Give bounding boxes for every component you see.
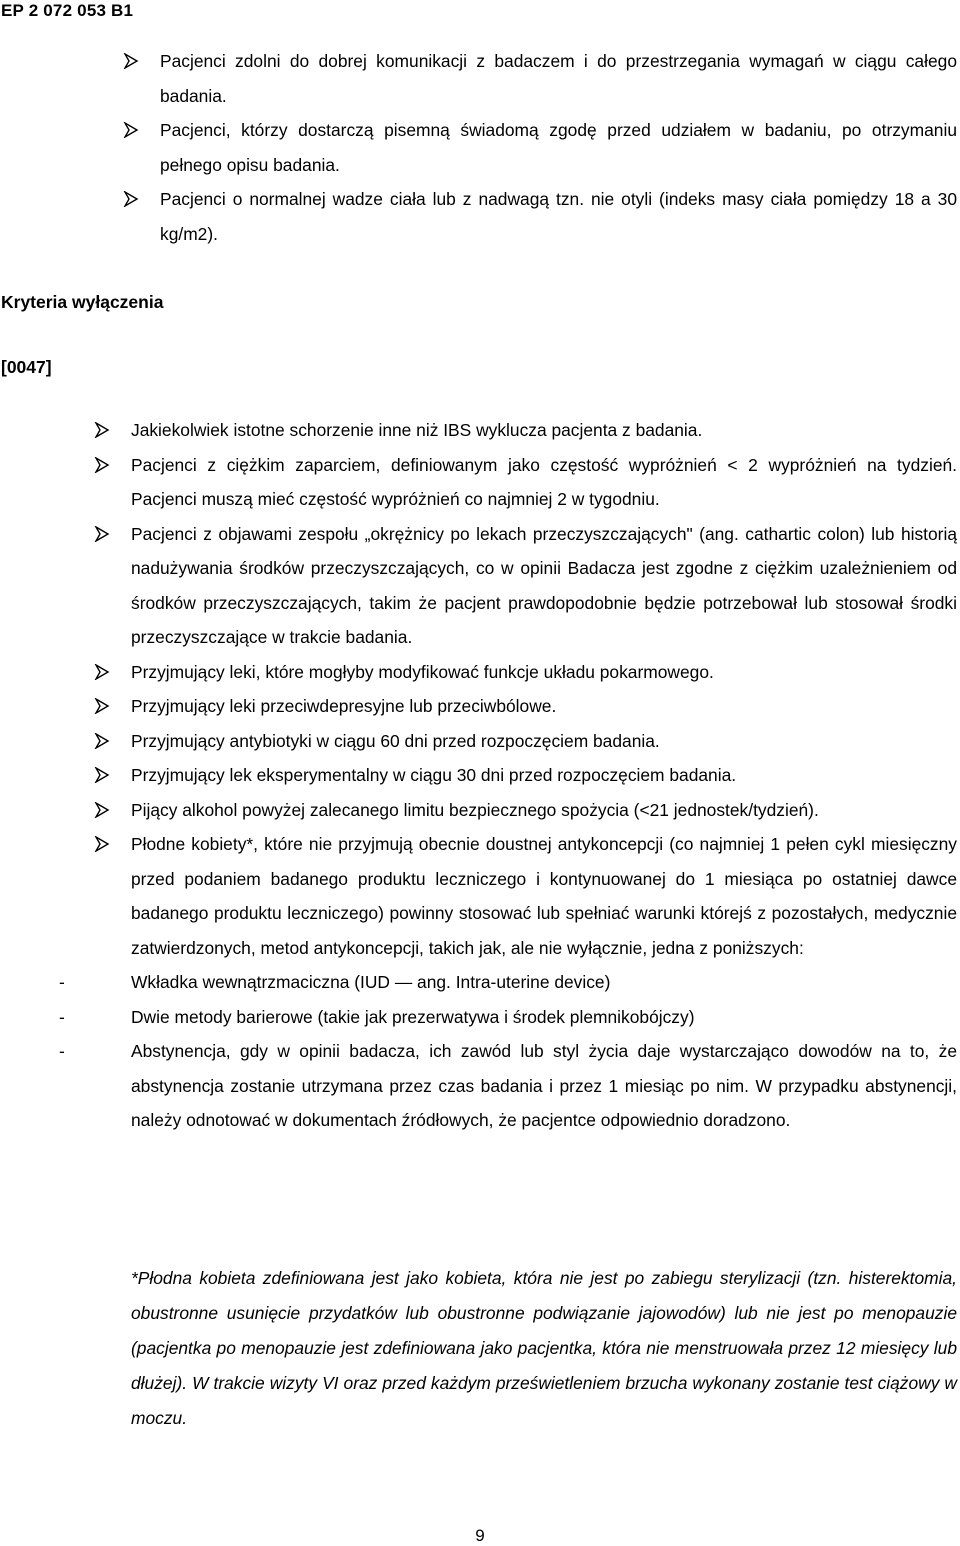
list-item-text: Przyjmujący leki przeciwdepresyjne lub przeciwbólowe. — [131, 696, 557, 716]
list-item — [131, 655, 957, 690]
list-item — [160, 113, 957, 182]
list-item-text: Płodne kobiety*, które nie przyjmują obecnie doustnej antykoncepcji (co najmniej 1 pełen cykl miesięczny przed podaniem badanego produktu leczniczego i kontynuowanej do 1 miesiąca po ostatniej dawce badanego produktu leczniczego) powinny stosować lub spełniać warunki którejś z pozostałych, medycznie zatwierdzonych, metod antykoncepcji, takich jak, ale nie wyłącznie, jedna z poniższych: — [131, 834, 957, 958]
list-item-text: Przyjmujący leki, które mogłyby modyfikować funkcje układu pokarmowego. — [131, 661, 714, 682]
contraception-method — [59, 1000, 957, 1035]
contraception-method — [59, 1034, 957, 1138]
list-item — [131, 724, 957, 759]
dash-marker: - — [59, 1006, 65, 1027]
list-item — [131, 517, 957, 655]
list-item-text: Pijący alkohol powyżej zalecanego limitu bezpiecznego spożycia (<21 jednostek/tydzień). — [131, 799, 819, 820]
patent-id: EP 2 072 053 B1 — [1, 1, 134, 20]
contraception-methods-list — [59, 965, 957, 1138]
arrowhead-bullet-icon — [94, 802, 110, 818]
list-item — [59, 827, 957, 1138]
list-item-text: Przyjmujący lek eksperymentalny w ciągu 30 dni przed rozpoczęciem badania. — [131, 765, 737, 785]
list-item-text: Pacjenci o normalnej wadze ciała lub z nadwagą tzn. nie otyli (indeks masy ciała pomiędzy 18 a 30 kg/m2). — [160, 189, 957, 244]
exclusion-criteria-list — [59, 413, 957, 1138]
list-item — [131, 413, 957, 448]
contraception-method-text: Wkładka wewnątrzmaciczna (IUD — ang. Intra-uterine device) — [131, 972, 611, 992]
contraception-method-text: Abstynencja, gdy w opinii badacza, ich zawód lub styl życia daje wystarczająco dowodów na to, że abstynencja zostanie utrzymana przez czas badania i przez 1 miesiąc po nim. W przypadku abstynencji, należy odnotować w dokumentach źródłowych, że pacjentce odpowiednio doradzono. — [131, 1041, 957, 1130]
contraception-method-text: Dwie metody barierowe (takie jak prezerwatywa i środek plemnikobójczy) — [131, 1006, 695, 1027]
arrowhead-bullet-icon — [94, 836, 110, 852]
list-item — [160, 44, 957, 113]
contraception-method — [59, 965, 957, 1000]
list-item-text: Pacjenci z objawami zespołu „okrężnicy po lekach przeczyszczających" (ang. cathartic colon) lub historią nadużywania środków przeczyszczających, co w opinii Badacza jest zgodne z ciężkim uzależnieniem od środków przeczyszczających, takim że pacjent prawdopodobnie będzie potrzebował lub stosował środki przeczyszczające w trakcie badania. — [131, 523, 957, 647]
arrowhead-bullet-icon — [94, 457, 110, 473]
dash-marker: - — [59, 1041, 65, 1061]
arrowhead-bullet-icon — [94, 767, 110, 783]
list-item — [131, 448, 957, 517]
paragraph-number: [0047] — [1, 357, 52, 377]
inclusion-criteria-list — [160, 44, 957, 251]
exclusion-criteria-heading: Kryteria wyłączenia — [1, 292, 164, 312]
arrowhead-bullet-icon — [94, 526, 110, 542]
footnote: *Płodna kobieta zdefiniowana jest jako kobieta, która nie jest po zabiegu sterylizacji (tzn. histerektomia, obustronne usunięcie przydatków lub obustronne podwiązanie jajowodów) lub nie jest po menopauzie (pacjentka po menopauzie jest zdefiniowana jako pacjentka, która nie menstruowała przez 12 miesięcy lub dłużej). W trakcie wizyty VI oraz przed każdym prześwietleniem brzucha wykonany zostanie test ciążowy w moczu. — [131, 1268, 957, 1428]
arrowhead-bullet-icon — [94, 698, 110, 714]
list-item-text: Przyjmujący antybiotyki w ciągu 60 dni przed rozpoczęciem badania. — [131, 730, 660, 751]
list-item — [160, 182, 957, 251]
list-item — [131, 689, 957, 724]
list-item-text: Pacjenci zdolni do dobrej komunikacji z badaczem i do przestrzegania wymagań w ciągu całego badania. — [160, 51, 957, 106]
arrowhead-bullet-icon — [123, 191, 139, 207]
dash-marker: - — [59, 972, 65, 992]
list-item-text: Pacjenci z ciężkim zaparciem, definiowanym jako częstość wypróżnień < 2 wypróżnień na tydzień. Pacjenci muszą mieć częstość wypróżnień co najmniej 2 w tygodniu. — [131, 454, 957, 509]
list-item-text: Jakiekolwiek istotne schorzenie inne niż IBS wyklucza pacjenta z badania. — [131, 420, 703, 440]
list-item-text: Pacjenci, którzy dostarczą pisemną świadomą zgodę przed udziałem w badaniu, po otrzymaniu pełnego opisu badania. — [160, 120, 957, 175]
arrowhead-bullet-icon — [94, 733, 110, 749]
arrowhead-bullet-icon — [94, 664, 110, 680]
arrowhead-bullet-icon — [123, 53, 139, 69]
list-item — [131, 793, 957, 828]
arrowhead-bullet-icon — [94, 422, 110, 438]
page-number: 9 — [475, 1526, 485, 1545]
list-item — [131, 758, 957, 793]
arrowhead-bullet-icon — [123, 122, 139, 138]
